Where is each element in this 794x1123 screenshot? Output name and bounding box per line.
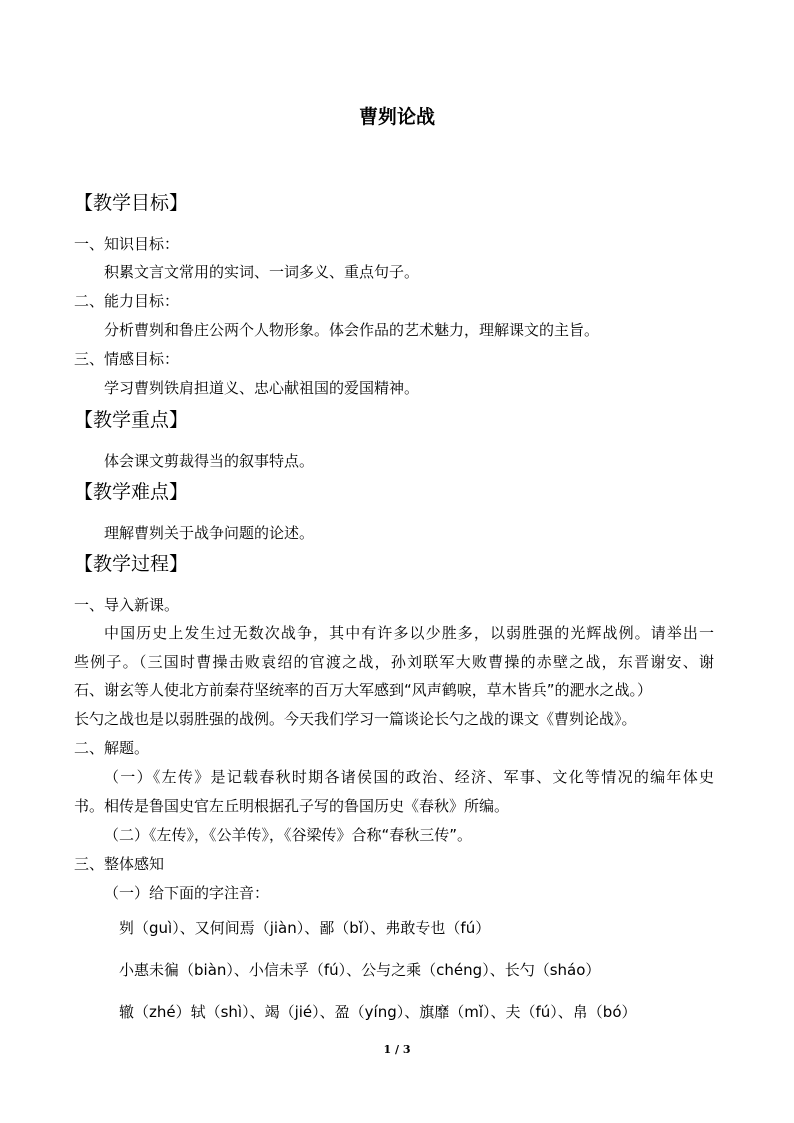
section-heading-key-points: 【教学重点】 (74, 409, 189, 431)
section-heading-difficulties: 【教学难点】 (74, 481, 189, 503)
emotion-goal-text: 学习曹刿铁肩担道义、忠心献祖国的爱国精神。 (104, 379, 420, 397)
emotion-goal-heading: 三、情感目标： (74, 350, 180, 368)
ability-goal-heading: 二、能力目标： (74, 292, 180, 310)
intro-paragraph-line-4: 长勺之战也是以弱胜强的战例。今天我们学习一篇谈论长勺之战的课文《曹刿论战》。 (74, 710, 637, 728)
phonetic-line-1: 刿（guì）、又何间焉（jiàn）、鄙（bǐ）、弗敢专也（fú） (119, 919, 491, 937)
title-explanation-line-2: 书。相传是鲁国史官左丘明根据孔子写的鲁国历史《春秋》所编。 (74, 797, 510, 815)
title-explanation-line-3: （二）《左传》，《公羊传》，《谷梁传》合称“春秋三传”。 (104, 826, 473, 844)
phonetic-task-heading: （一）给下面的字注音： (104, 884, 270, 902)
difficulties-text: 理解曹刿关于战争问题的论述。 (104, 524, 315, 542)
section-heading-process: 【教学过程】 (74, 553, 189, 575)
key-points-text: 体会课文剪裁得当的叙事特点。 (104, 452, 315, 470)
phonetic-line-2: 小惠未徧（biàn）、小信未孚（fú）、公与之乘（chéng）、长勺（sháo） (119, 961, 601, 979)
intro-paragraph-line-1: 中国历史上发生过无数次战争，其中有许多以少胜多，以弱胜强的光辉战例。请举出一 (104, 624, 714, 642)
intro-paragraph-line-2: 些例子。（三国时曹操击败袁绍的官渡之战，孙刘联军大败曹操的赤壁之战，东晋谢安、谢 (74, 653, 714, 671)
overall-perception-heading: 三、整体感知 (74, 855, 165, 873)
document-title: 曹刿论战 (358, 106, 435, 128)
section-heading-objectives: 【教学目标】 (74, 192, 189, 214)
knowledge-goal-heading: 一、知识目标： (74, 235, 180, 253)
ability-goal-text: 分析曹刿和鲁庄公两个人物形象。体会作品的艺术魅力，理解课文的主旨。 (104, 321, 600, 339)
intro-heading: 一、导入新课。 (74, 596, 180, 614)
title-explanation-line-1: （一）《左传》是记载春秋时期各诸侯国的政治、经济、军事、文化等情况的编年体史 (104, 768, 714, 786)
intro-paragraph-line-3: 石、谢玄等人使北方前秦苻坚统率的百万大军感到“风声鹤唳，草木皆兵”的淝水之战。） (74, 681, 653, 699)
knowledge-goal-text: 积累文言文常用的实词、一词多义、重点句子。 (104, 263, 420, 281)
phonetic-line-3: 辙（zhé）轼（shì）、竭（jié）、盈（yíng）、旗靡（mǐ）、夫（fú）、帛（bó） (119, 1003, 637, 1021)
page-number: 1 / 3 (383, 1043, 411, 1056)
title-explanation-heading: 二、解题。 (74, 739, 150, 757)
